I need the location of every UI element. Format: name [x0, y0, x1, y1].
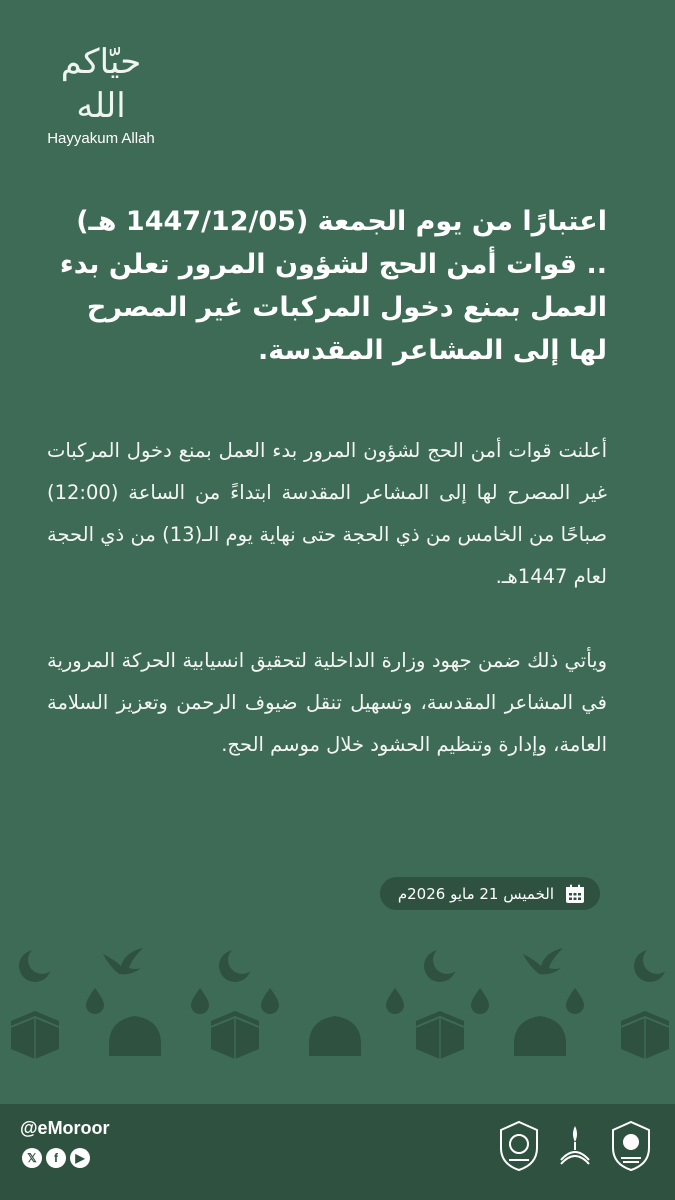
brand-logo	[36, 40, 166, 147]
headline: اعتبارًا من يوم الجمعة (1447/12/05 هـ) .. قوات أمن الحج لشؤون المرور تعلن بدء العمل بمنع دخول المركبات غير المصرح لها إلى المشاعر المقدسة.	[59, 206, 607, 366]
hajj-security-emblem	[497, 1120, 541, 1172]
youtube-icon[interactable]: ▶	[70, 1148, 90, 1168]
social-links	[22, 1148, 90, 1168]
calendar-icon	[564, 883, 586, 905]
emblems	[497, 1120, 653, 1172]
saudi-arabia-emblem	[553, 1120, 597, 1172]
facebook-icon[interactable]: f	[46, 1148, 66, 1168]
brand-script: حيّاكم الله	[60, 42, 142, 126]
date-text: الخميس 21 مايو 2026م	[397, 884, 554, 903]
footer	[0, 1104, 675, 1200]
x-icon[interactable]: 𝕏	[22, 1148, 42, 1168]
body-paragraph-1: أعلنت قوات أمن الحج لشؤون المرور بدء العمل بمنع دخول المركبات غير المصرح لها إلى المشاعر المقدسة ابتداءً من الساعة (12:00) صباحًا من الخامس من ذي الحجة حتى نهاية يوم الـ(13) من ذي الحجة لعام 1447هـ.	[47, 439, 607, 588]
body-paragraph-2: ويأتي ذلك ضمن جهود وزارة الداخلية لتحقيق انسيابية الحركة المرورية في المشاعر المقدسة، وتسهيل تنقل ضيوف الرحمن وتعزيز السلامة العامة، وإدارة وتنظيم الحشود خلال موسم الحج.	[47, 649, 607, 756]
traffic-department-emblem	[609, 1120, 653, 1172]
decorative-pattern	[0, 940, 675, 1070]
date-badge	[380, 877, 600, 910]
brand-name: Hayyakum Allah	[47, 130, 155, 147]
social-handle[interactable]: @eMoroor	[20, 1118, 110, 1138]
